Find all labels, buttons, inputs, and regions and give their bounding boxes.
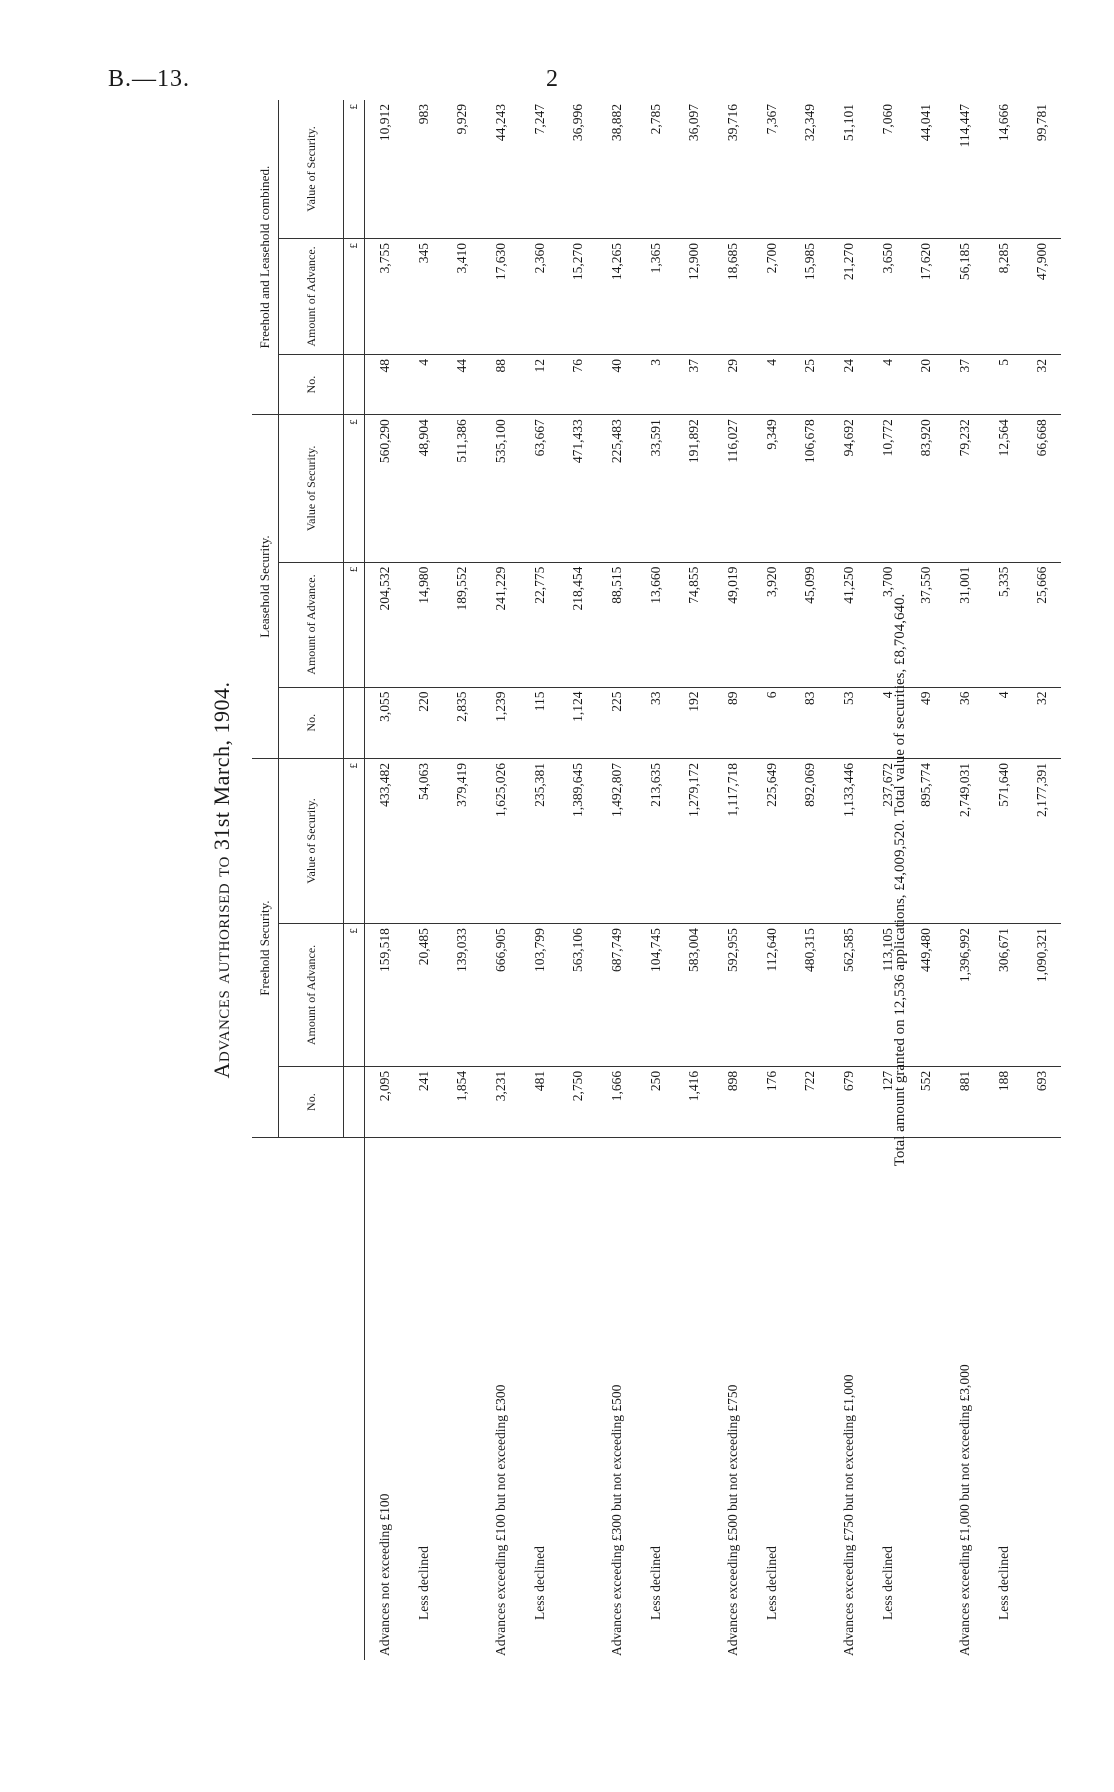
data-cell: 29 [713, 355, 753, 415]
table-row-declined [985, 100, 1023, 1660]
row-label [481, 1138, 521, 1660]
net-cell: 36,097 [675, 100, 713, 238]
net-cell: 480,315 [791, 924, 829, 1067]
data-cell: 571,640 [985, 758, 1023, 923]
net-cell: 2,835 [443, 687, 481, 758]
data-cell: 9,349 [753, 415, 791, 562]
table-row-declined [753, 100, 791, 1660]
page-number: 2 [546, 66, 558, 92]
table-row [481, 100, 521, 1660]
data-cell: 7,367 [753, 100, 791, 238]
table-row [365, 100, 406, 1660]
net-cell: 379,419 [443, 758, 481, 923]
data-cell: 1,666 [609, 1070, 624, 1102]
row-label [713, 1138, 753, 1660]
net-cell: 1,416 [686, 1070, 701, 1102]
data-cell: 213,635 [637, 758, 675, 923]
table-body [365, 100, 1062, 1660]
data-cell: 225,483 [597, 415, 637, 562]
col-no: No. [279, 687, 344, 758]
data-cell: 225 [597, 687, 637, 758]
unit-cell: £ [344, 100, 365, 238]
data-cell: 2,360 [521, 238, 559, 354]
net-cell: 1,389,645 [559, 758, 597, 923]
table-row [713, 100, 753, 1660]
net-cell: 20 [907, 355, 945, 415]
unit-cell: £ [344, 924, 365, 1067]
net-cell: 37 [675, 355, 713, 415]
data-cell: 115 [521, 687, 559, 758]
row-header-cell [252, 1138, 365, 1660]
data-cell: 38,882 [597, 100, 637, 238]
net-cell: 722 [802, 1070, 817, 1092]
data-cell: 1,239 [481, 687, 521, 758]
net-cell: 12,900 [675, 238, 713, 354]
data-cell: 18,685 [713, 238, 753, 354]
unit-cell: £ [344, 758, 365, 923]
data-cell: 3 [637, 355, 675, 415]
net-cell: 2,750 [570, 1070, 585, 1102]
data-cell: 8,285 [985, 238, 1023, 354]
data-cell: 345 [405, 238, 443, 354]
data-cell: 56,185 [945, 238, 985, 354]
group-combined: Freehold and Leasehold combined. [252, 100, 279, 415]
net-cell: 471,433 [559, 415, 597, 562]
col-amount: Amount of Advance. [279, 562, 344, 687]
data-cell: 225,649 [753, 758, 791, 923]
row-label-text: Less declined [648, 1546, 663, 1620]
net-cell: 99,781 [1023, 100, 1061, 238]
data-cell: 6 [753, 687, 791, 758]
net-cell: 37,550 [907, 562, 945, 687]
data-cell: 4 [753, 355, 791, 415]
data-cell: 188 [996, 1070, 1011, 1092]
advances-table [252, 100, 1061, 1660]
table-row [945, 100, 985, 1660]
row-label-text: Less declined [996, 1546, 1011, 1620]
net-cell: 1,090,321 [1023, 924, 1061, 1067]
table-row-net [443, 100, 481, 1660]
net-cell: 1,124 [559, 687, 597, 758]
data-cell: 592,955 [713, 924, 753, 1067]
data-cell: 3,055 [365, 687, 406, 758]
net-cell: 139,033 [443, 924, 481, 1067]
data-cell: 481 [532, 1070, 547, 1092]
data-cell: 250 [648, 1070, 663, 1092]
data-cell: 2,700 [753, 238, 791, 354]
row-label-text: Less declined [764, 1546, 779, 1620]
data-cell: 94,692 [829, 415, 869, 562]
net-cell: 49 [907, 687, 945, 758]
data-cell: 433,482 [365, 758, 406, 923]
data-cell: 881 [957, 1070, 972, 1092]
data-cell: 7,060 [869, 100, 907, 238]
net-cell: 552 [918, 1070, 933, 1092]
data-cell: 3,920 [753, 562, 791, 687]
data-cell: 49,019 [713, 562, 753, 687]
net-cell: 15,985 [791, 238, 829, 354]
group-leasehold: Leasehold Security. [252, 415, 279, 759]
net-cell: 25 [791, 355, 829, 415]
net-cell: 511,386 [443, 415, 481, 562]
data-cell: 112,640 [753, 924, 791, 1067]
col-value: Value of Security. [279, 415, 344, 562]
data-cell: 39,716 [713, 100, 753, 238]
data-cell: 14,666 [985, 100, 1023, 238]
data-cell: 12,564 [985, 415, 1023, 562]
data-cell: 1,625,026 [481, 758, 521, 923]
data-cell: 89 [713, 687, 753, 758]
table-row [597, 100, 637, 1660]
row-label-empty [907, 1138, 945, 1660]
unit-cell [344, 687, 365, 758]
data-cell: 306,671 [985, 924, 1023, 1067]
data-cell: 983 [405, 100, 443, 238]
net-cell: 47,900 [1023, 238, 1061, 354]
net-cell: 892,069 [791, 758, 829, 923]
net-cell: 189,552 [443, 562, 481, 687]
data-cell: 560,290 [365, 415, 406, 562]
table-row-net [559, 100, 597, 1660]
data-cell: 5 [985, 355, 1023, 415]
data-cell: 1,133,446 [829, 758, 869, 923]
data-cell: 535,100 [481, 415, 521, 562]
net-cell: 32,349 [791, 100, 829, 238]
data-cell: 53 [829, 687, 869, 758]
col-no: No. [279, 1066, 344, 1137]
col-no: No. [279, 355, 344, 415]
row-label-empty [559, 1138, 597, 1660]
net-cell: 44,041 [907, 100, 945, 238]
row-label-text: Less declined [532, 1546, 547, 1620]
data-cell: 4 [869, 687, 907, 758]
data-cell: 204,532 [365, 562, 406, 687]
table-row-net [675, 100, 713, 1660]
data-cell: 12 [521, 355, 559, 415]
data-cell: 103,799 [521, 924, 559, 1067]
net-cell: 32 [1023, 687, 1061, 758]
data-cell: 666,905 [481, 924, 521, 1067]
data-cell: 898 [725, 1070, 740, 1092]
data-cell: 10,772 [869, 415, 907, 562]
data-cell: 4 [985, 687, 1023, 758]
col-value: Value of Security. [279, 100, 344, 238]
net-cell: 44 [443, 355, 481, 415]
net-cell: 74,855 [675, 562, 713, 687]
data-cell: 237,672 [869, 758, 907, 923]
data-cell: 3,700 [869, 562, 907, 687]
data-cell: 33 [637, 687, 675, 758]
data-cell: 63,667 [521, 415, 559, 562]
net-cell: 191,892 [675, 415, 713, 562]
table-row-net [907, 100, 945, 1660]
declined-label [405, 1138, 443, 1660]
col-amount: Amount of Advance. [279, 924, 344, 1067]
net-cell: 1,854 [454, 1070, 469, 1102]
row-label-text: Less declined [416, 1546, 431, 1620]
data-cell: 13,660 [637, 562, 675, 687]
row-label-empty [791, 1138, 829, 1660]
net-cell: 218,454 [559, 562, 597, 687]
data-cell: 241,229 [481, 562, 521, 687]
data-cell: 48,904 [405, 415, 443, 562]
table-row-net [1023, 100, 1061, 1660]
table-row-declined [405, 100, 443, 1660]
row-label-text: Advances exceeding £100 but not exceeding £300 [493, 1384, 508, 1656]
data-cell: 14,980 [405, 562, 443, 687]
net-cell: 693 [1034, 1070, 1049, 1092]
data-cell: 41,250 [829, 562, 869, 687]
row-label-empty [443, 1138, 481, 1660]
data-cell: 562,585 [829, 924, 869, 1067]
net-cell: 25,666 [1023, 562, 1061, 687]
table-row-net [791, 100, 829, 1660]
unit-cell [344, 1066, 365, 1137]
row-label-text: Advances exceeding £300 but not exceeding £500 [609, 1384, 624, 1656]
unit-cell [344, 355, 365, 415]
row-label [365, 1138, 406, 1660]
net-cell: 563,106 [559, 924, 597, 1067]
row-label-text: Less declined [880, 1546, 895, 1620]
net-cell: 66,668 [1023, 415, 1061, 562]
row-label [829, 1138, 869, 1660]
page-title [200, 100, 244, 1660]
net-cell: 76 [559, 355, 597, 415]
data-cell: 2,095 [377, 1070, 392, 1102]
row-label-text: Advances not exceeding £100 [377, 1493, 392, 1656]
net-cell: 83 [791, 687, 829, 758]
declined-label [521, 1138, 559, 1660]
data-cell: 3,755 [365, 238, 406, 354]
data-cell: 33,591 [637, 415, 675, 562]
data-cell: 1,365 [637, 238, 675, 354]
data-cell: 51,101 [829, 100, 869, 238]
title-date: 31st March, 1904. [209, 681, 234, 851]
data-cell: 37 [945, 355, 985, 415]
row-label-empty [1023, 1138, 1061, 1660]
group-freehold: Freehold Security. [252, 758, 279, 1137]
data-cell: 54,063 [405, 758, 443, 923]
data-cell: 48 [365, 355, 406, 415]
data-cell: 241 [416, 1070, 431, 1092]
data-cell: 79,232 [945, 415, 985, 562]
net-cell: 15,270 [559, 238, 597, 354]
data-cell: 7,247 [521, 100, 559, 238]
data-cell: 31,001 [945, 562, 985, 687]
page-reference: B.—13. [108, 66, 191, 92]
data-cell: 10,912 [365, 100, 406, 238]
net-cell: 45,099 [791, 562, 829, 687]
net-cell: 83,920 [907, 415, 945, 562]
net-cell: 36,996 [559, 100, 597, 238]
net-cell: 1,279,172 [675, 758, 713, 923]
data-cell: 235,381 [521, 758, 559, 923]
net-cell: 449,480 [907, 924, 945, 1067]
row-label [945, 1138, 985, 1660]
title-prefix: Advances authorised to [209, 856, 234, 1079]
table-row-declined [521, 100, 559, 1660]
data-cell: 2,785 [637, 100, 675, 238]
data-cell: 159,518 [365, 924, 406, 1067]
data-cell: 21,270 [829, 238, 869, 354]
data-cell: 36 [945, 687, 985, 758]
data-cell: 88,515 [597, 562, 637, 687]
table-row [829, 100, 869, 1660]
data-cell: 220 [405, 687, 443, 758]
net-cell: 17,620 [907, 238, 945, 354]
data-cell: 113,105 [869, 924, 907, 1067]
data-cell: 4 [869, 355, 907, 415]
data-cell: 14,265 [597, 238, 637, 354]
data-cell: 679 [841, 1070, 856, 1092]
data-cell: 17,630 [481, 238, 521, 354]
data-cell: 40 [597, 355, 637, 415]
net-cell: 583,004 [675, 924, 713, 1067]
data-cell: 3,650 [869, 238, 907, 354]
unit-cell: £ [344, 562, 365, 687]
net-cell: 2,177,391 [1023, 758, 1061, 923]
rotated-table-page [200, 100, 1049, 1660]
row-label-text: Advances exceeding £750 but not exceeding £1,000 [841, 1374, 856, 1656]
data-cell: 24 [829, 355, 869, 415]
data-cell: 116,027 [713, 415, 753, 562]
row-label-text: Advances exceeding £500 but not exceeding £750 [725, 1384, 740, 1656]
data-cell: 88 [481, 355, 521, 415]
data-cell: 44,243 [481, 100, 521, 238]
data-cell: 114,447 [945, 100, 985, 238]
row-label-text: Advances exceeding £1,000 but not exceeding £3,000 [957, 1364, 972, 1656]
data-cell: 3,231 [493, 1070, 508, 1102]
net-cell: 3,410 [443, 238, 481, 354]
net-cell: 192 [675, 687, 713, 758]
data-cell: 20,485 [405, 924, 443, 1067]
data-cell: 1,492,807 [597, 758, 637, 923]
net-cell: 9,929 [443, 100, 481, 238]
col-value: Value of Security. [279, 758, 344, 923]
data-cell: 4 [405, 355, 443, 415]
unit-cell: £ [344, 238, 365, 354]
data-cell: 5,335 [985, 562, 1023, 687]
data-cell: 1,117,718 [713, 758, 753, 923]
declined-label [985, 1138, 1023, 1660]
table-row-declined [637, 100, 675, 1660]
net-cell: 106,678 [791, 415, 829, 562]
data-cell: 127 [880, 1070, 895, 1092]
row-label [597, 1138, 637, 1660]
declined-label [753, 1138, 791, 1660]
data-cell: 22,775 [521, 562, 559, 687]
data-cell: 1,396,992 [945, 924, 985, 1067]
data-cell: 687,749 [597, 924, 637, 1067]
declined-label [637, 1138, 675, 1660]
data-cell: 104,745 [637, 924, 675, 1067]
total-line: Total amount granted on 12,536 applications, £4,009,520. Total value of securities, £8,704,640. [892, 593, 908, 1167]
data-cell: 176 [764, 1070, 779, 1092]
row-label-empty [675, 1138, 713, 1660]
data-cell: 2,749,031 [945, 758, 985, 923]
net-cell: 32 [1023, 355, 1061, 415]
net-cell: 895,774 [907, 758, 945, 923]
col-amount: Amount of Advance. [279, 238, 344, 354]
unit-cell: £ [344, 415, 365, 562]
